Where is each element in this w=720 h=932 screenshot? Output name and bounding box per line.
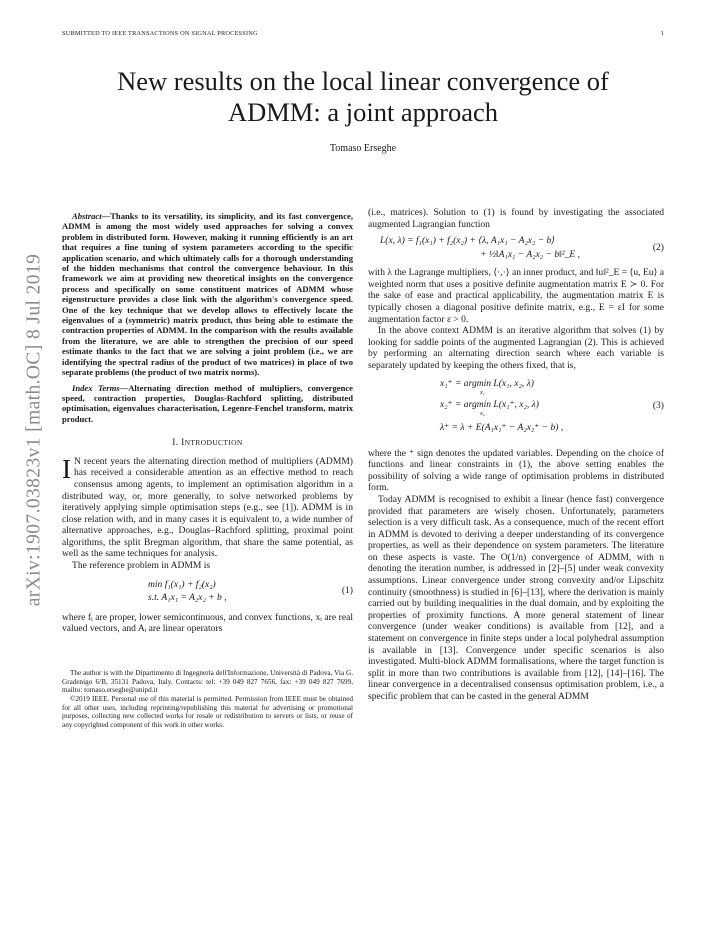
intro-paragraph-1 xyxy=(62,453,353,560)
left-column xyxy=(62,211,353,730)
footnote xyxy=(62,669,353,730)
title-line-1: New results on the local linear convergence of xyxy=(117,66,609,96)
arxiv-identifier: arXiv:1907.03823v1 [math.OC] 8 Jul 2019 xyxy=(23,253,44,607)
section-heading-introduction xyxy=(62,437,353,450)
footnote-copyright: ©2019 IEEE. Personal use of this material is permitted. Permission from IEEE must be obtained for all other uses, including reprinting/republishing this material for advertising or promotional purposes, collecting new collected works for resale or redistribution to servers or lists, or reuse of any copyrighted component of this work in other works. xyxy=(62,694,353,730)
eq1-line-1: min f₁(x₁) + f₂(x₂) xyxy=(148,578,216,590)
eq1-line-2: s.t. A₁x₁ = A₂x₂ + b , xyxy=(148,591,227,603)
eq3-line-1: x₁⁺ = argmin L(x₁, x₂, λ) xyxy=(440,377,534,389)
eq2-line-2: + ½‖A₁x₁ − A₂x₂ − b‖²_E , xyxy=(480,249,581,261)
right-paragraph-4: where the ⁺ sign denotes the updated variables. Depending on the choice of functions and linear constraints in (1), the above setting enables the possibility of solving a wide range of optimisation problems in distributed form. xyxy=(368,447,664,494)
abstract xyxy=(62,211,353,378)
eq1-number: (1) xyxy=(341,584,353,596)
eq3-line-2: x₂⁺ = argmin L(x₁⁺, x₂, λ) xyxy=(440,398,539,410)
arxiv-stamp xyxy=(20,220,48,640)
equation-3 xyxy=(368,378,664,442)
paper-title xyxy=(60,66,666,128)
abstract-text: —Thanks to its versatility, its simplicity, and its fast convergence, ADMM is among the most widely used approaches for solving a convex problem in distributed form. However, making it running efficiently is an art that requires a fine tuning of system parameters according to the specific application scenario, and which ultimately calls for a thorough understanding of the hidden mechanisms that control the convergence behaviour. In this framework we aim at providing new theoretical insights on the convergence process and specifically on some constituent matrices of ADMM whose eigenstructure provides a close link with the algorithm's convergence speed. One of the key technique that we develop allows to effectively locate the eigenvalues of a (symmetric) matrix product, thus being able to estimate the contraction properties of ADMM. In the comparison with the results available from the literature, we are able to strengthen the precision of our speed estimate thanks to the fact that we are solving a joint problem (i.e., we are identifying the spectral radius of the product of two matrices) in place of two separate problems (the product of two matrix norms). xyxy=(62,211,353,378)
author-name: Tomaso Erseghe xyxy=(329,143,397,154)
right-paragraph-2: with λ the Lagrange multipliers, ⟨·,·⟩ an inner product, and ‖u‖²_E = ⟨u, Eu⟩ a weighted norm that uses a positive definite augmentation matrix E ≻ 0. For the sake of ease and practical applicability, the augmentation matrix E is typically chosen a diagonal positive definite matrix, e.g., E = εI for some augmentation factor ε > 0. xyxy=(368,267,664,325)
right-paragraph-1: (i.e., matrices). Solution to (1) is found by investigating the associated augmented Lagrangian function xyxy=(368,207,664,230)
drop-cap: I xyxy=(62,453,71,484)
intro-paragraph-3: where fᵢ are proper, lower semicontinuous, and convex functions, xᵢ are real valued vectors, and Aᵢ are linear operators xyxy=(62,611,353,635)
abstract-label: Abstract xyxy=(72,211,102,221)
page-number: 1 xyxy=(660,30,664,37)
equation-1 xyxy=(62,579,353,605)
eq3-number: (3) xyxy=(652,399,664,411)
section-title-rest: NTRODUCTION xyxy=(184,438,243,448)
footnote-affiliation: The author is with the Dipartimento di Ingegneria dell'Informazione, Università di Padova, Via G. Gradenigo 6/B, 35131 Padova, Italy. Contacts: tel: +39 049 827 7656, fax: +39 049 827 7699, mailto: tomaso.erseghe@unipd.it xyxy=(62,668,353,695)
eq2-number: (2) xyxy=(652,242,664,254)
eq2-line-1: L(x, λ) = f₁(x₁) + f₂(x₂) + ⟨λ, A₁x₁ − A₂x₂ − b⟩ xyxy=(380,235,556,247)
section-title-initial: I xyxy=(181,438,185,449)
eq3-line-3: λ⁺ = λ + E(A₁x₁⁺ − A₂x₂⁺ − b) , xyxy=(440,421,564,433)
right-paragraph-3: In the above context ADMM is an iterative algorithm that solves (1) by looking for saddle points of the augmented Lagrangian (2). This is achieved by performing an alternating direction search where each variable is separately updated by keeping the others fixed, that is, xyxy=(368,325,664,371)
eq3-line-2-subscript: x₂ xyxy=(480,410,485,417)
eq3-line-1-subscript: x₁ xyxy=(480,389,485,396)
journal-name: SUBMITTED TO IEEE TRANSACTIONS ON SIGNAL PROCESSING xyxy=(62,30,258,37)
index-terms-text: —Alternating direction method of multipliers, convergence speed, contraction properties, Douglas-Rachford splitting, distributed optimisation, eigenvalues characterisation, Legenre-Fenchel transform, matrix product. xyxy=(62,382,354,424)
running-header xyxy=(62,30,664,42)
intro-p1-text: N recent years the alternating direction method of multipliers (ADMM) has received a considerable attention as an effective method to reach consensus among agents, to implement an optimisation algorithm in a distributed way, or, more generally, to solve networked problems by iteratively applying simple optimisation steps (e.g., see [1]). ADMM is in close relation with, and in many cases it is equivalent to, a wide number of alternative approaches, e.g., Douglas–Rachford splitting, proximal point algorithms, the split Bregman algorithm, that share the same potential, as well as the same techniques for analysis. xyxy=(62,455,353,560)
equation-2 xyxy=(368,235,664,262)
index-terms-label: Index Terms xyxy=(72,382,120,393)
index-terms xyxy=(62,383,353,425)
title-line-2: ADMM: a joint approach xyxy=(227,97,499,127)
section-numeral: I. xyxy=(172,438,179,449)
intro-paragraph-2: The reference problem in ADMM is xyxy=(72,560,211,572)
right-column xyxy=(368,207,664,703)
right-paragraph-5: Today ADMM is recognised to exhibit a linear (hence fast) convergence provided that parameters are wisely chosen. Unfortunately, parameters selection is a very difficult task. As a consequence, much of the recent effort in ADMM is devoted to deriving a deeper understanding of its convergence properties, as well as their dependence on system parameters. The literature on these aspects is vaste. The O(1/n) convergence of ADMM, with n denoting the iteration number, is addressed in [2]–[5] under weak convexity assumptions. Linear convergence under strong convexity and/or Lipschitz continuity (smoothness) is studied in [6]–[13], where the derivation is mainly carried out by building inequalities in the dual domain, and by exploiting the properties of proximity functions. A more general statement of linear convergence (under weaker conditions) is available from [12], and a statement on convergence in finite steps under a local polyhedral assumption is available in [13]. Convergence under specific scenarios is also investigated. Multi-block ADMM formalisations, where the target function is split in more than two contributions is available from [12], [14]–[16]. The linear convergence in a decentralised consensus optimisation problem, i.e., a specific problem that can be casted in the general ADMM xyxy=(368,493,664,702)
